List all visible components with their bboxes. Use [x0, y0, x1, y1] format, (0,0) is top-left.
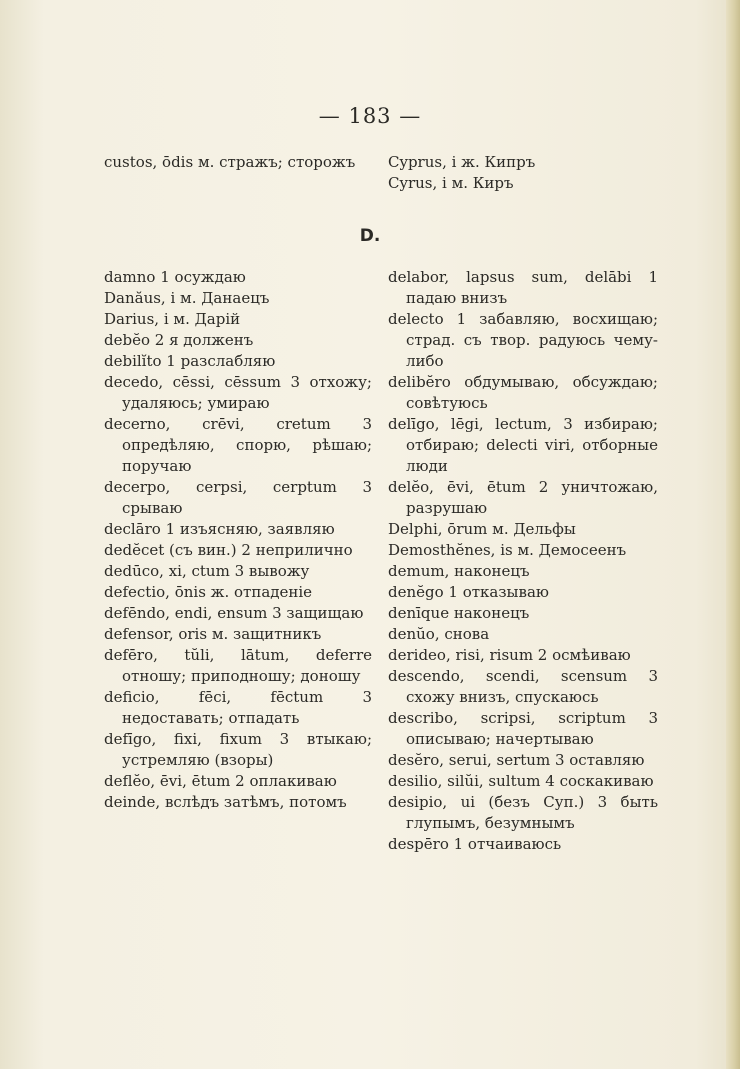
- dictionary-entry: desĕro, serui, sertum 3 оставляю: [388, 751, 645, 769]
- dictionary-entry: deinde, вслѣдъ затѣмъ, потомъ: [104, 793, 347, 811]
- dictionary-entry: defēndo, endi, ensum 3 защищаю: [104, 604, 364, 622]
- dictionary-entry: defensor, oris м. защитникъ: [104, 625, 322, 643]
- dictionary-entry: debilĭto 1 разслабляю: [104, 352, 276, 370]
- dictionary-entry: damno 1 осуждаю: [104, 268, 246, 286]
- dictionary-entry: decedo, cēssi, cēssum 3 отхожу; удаляюсь; умираю: [104, 373, 372, 412]
- dictionary-entry: desilio, silŭi, sultum 4 соскакиваю: [388, 772, 654, 790]
- dictionary-entry: Darius, i м. Дарій: [104, 310, 241, 328]
- right-column: [388, 267, 658, 855]
- dictionary-entry: Demosthĕnes, is м. Демосеенъ: [388, 541, 627, 559]
- page-number: — 183 —: [318, 104, 422, 128]
- dictionary-entry: dedūco, xi, ctum 3 вывожу: [104, 562, 310, 580]
- top-right-column: [388, 152, 656, 194]
- dictionary-entry: Cyrus, i м. Киръ: [388, 174, 514, 192]
- left-column: [104, 267, 372, 813]
- dictionary-entry: Danăus, i м. Данаецъ: [104, 289, 270, 307]
- dictionary-entry: demum, наконецъ: [388, 562, 530, 580]
- dictionary-entry: denīque наконецъ: [388, 604, 530, 622]
- dictionary-entry: derideo, risi, risum 2 осмѣиваю: [388, 646, 631, 664]
- dictionary-entry: declāro 1 изъясняю, заявляю: [104, 520, 335, 538]
- dictionary-entry: delibĕro обдумываю, обсуждаю; совѣтуюсь: [388, 373, 658, 412]
- dictionary-entry: defēro, tŭli, lātum, deferre отношу; приподношу; доношу: [104, 646, 372, 685]
- dictionary-entry: delecto 1 забавляю, восхищаю; страд. съ твор. радуюсь чему-либо: [388, 310, 658, 370]
- dictionary-entry: delīgo, lēgi, lectum, 3 избираю; отбираю; delecti viri, отборные люди: [388, 415, 658, 475]
- dictionary-entry: delĕo, ēvi, ētum 2 уничтожаю, разрушаю: [388, 478, 658, 517]
- dictionary-entry: debĕo 2 я долженъ: [104, 331, 254, 349]
- dictionary-entry: deflĕo, ēvi, ētum 2 оплакиваю: [104, 772, 337, 790]
- page-edge: [726, 0, 740, 1069]
- section-heading: D.: [359, 226, 381, 246]
- dictionary-entry: defīgo, fixi, fixum 3 втыкаю; устремляю (взоры): [104, 730, 372, 769]
- dictionary-entry: denŭo, снова: [388, 625, 490, 643]
- dictionary-entry: despēro 1 отчаиваюсь: [388, 835, 562, 853]
- dictionary-entry: denĕgo 1 отказываю: [388, 583, 549, 601]
- dictionary-entry: custos, ōdis м. стражъ; сторожъ: [104, 153, 356, 171]
- dictionary-entry: descendo, scendi, scensum 3 схожу внизъ, спускаюсь: [388, 667, 658, 706]
- dictionary-entry: delabor, lapsus sum, delābi 1 падаю внизъ: [388, 268, 658, 307]
- dictionary-entry: Delphi, ōrum м. Дельфы: [388, 520, 576, 538]
- dictionary-entry: decerno, crēvi, cretum 3 опредѣляю, спорю, рѣшаю; поручаю: [104, 415, 372, 475]
- dictionary-entry: describo, scripsi, scriptum 3 описываю; начертываю: [388, 709, 658, 748]
- top-left-column: [104, 152, 372, 173]
- dictionary-entry: Cyprus, i ж. Кипръ: [388, 153, 536, 171]
- dictionary-entry: deficio, fēci, fēctum 3 недоставать; отпадать: [104, 688, 372, 727]
- dictionary-entry: defectio, ōnis ж. отпаденіе: [104, 583, 313, 601]
- dictionary-entry: dedĕcet (съ вин.) 2 неприлично: [104, 541, 353, 559]
- dictionary-entry: desipio, ui (безъ Суп.) 3 быть глупымъ, безумнымъ: [388, 793, 658, 832]
- dictionary-entry: decerpo, cerpsi, cerptum 3 срываю: [104, 478, 372, 517]
